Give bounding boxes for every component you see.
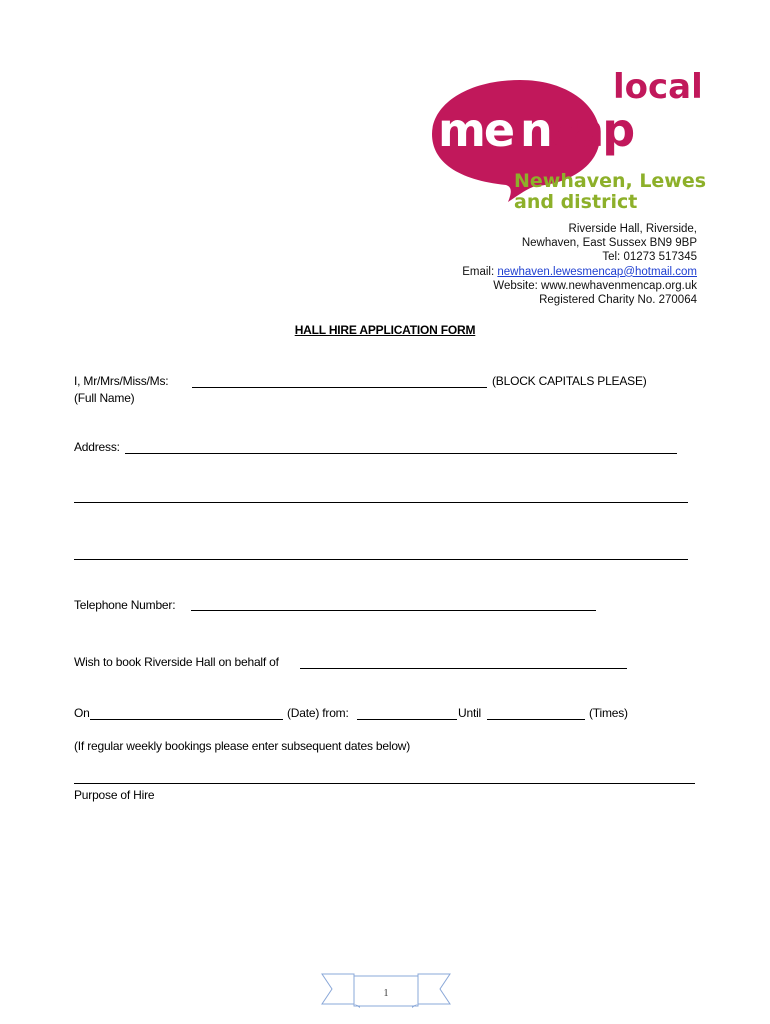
from-time-field[interactable] xyxy=(357,719,457,720)
behalf-field[interactable] xyxy=(300,668,627,669)
on-label: On xyxy=(74,706,90,720)
address-field-line1[interactable] xyxy=(125,453,677,454)
full-name-label: (Full Name) xyxy=(74,391,135,405)
form-title: HALL HIRE APPLICATION FORM xyxy=(294,323,476,337)
date-field[interactable] xyxy=(90,719,283,720)
page-number-ribbon xyxy=(320,970,452,1010)
logo-sub-line2: and district xyxy=(514,191,638,213)
purpose-label: Purpose of Hire xyxy=(74,788,155,802)
email-label: Email: xyxy=(462,265,498,278)
block-capitals-hint: (BLOCK CAPITALS PLEASE) xyxy=(492,374,647,388)
subsequent-dates-field[interactable] xyxy=(74,783,695,784)
name-label: I, Mr/Mrs/Miss/Ms: xyxy=(74,374,169,388)
logo-sub-line1: Newhaven, Lewes xyxy=(514,170,707,192)
charity-number: Registered Charity No. 270064 xyxy=(539,294,697,307)
page-number: 1 xyxy=(383,988,389,999)
address-field-line2[interactable] xyxy=(74,502,688,503)
regular-bookings-note: (If regular weekly bookings please enter subsequent dates below) xyxy=(74,739,411,753)
website: Website: www.newhavenmencap.org.uk xyxy=(493,279,697,292)
email-row xyxy=(462,265,697,279)
until-label: Until xyxy=(458,706,482,720)
telephone-label: Telephone Number: xyxy=(74,598,176,612)
telephone-field[interactable] xyxy=(191,610,596,611)
address-line2: Newhaven, East Sussex BN9 9BP xyxy=(521,237,697,250)
telephone: Tel: 01273 517345 xyxy=(602,251,697,264)
name-field[interactable] xyxy=(192,387,487,388)
times-label: (Times) xyxy=(589,706,628,720)
address-line1: Riverside Hall, Riverside, xyxy=(568,223,697,235)
contact-details xyxy=(462,222,697,307)
logo-mencap-me: me xyxy=(438,103,514,157)
logo-mencap-ncap: n xyxy=(520,103,551,157)
address-field-line3[interactable] xyxy=(74,559,688,560)
logo-local: local xyxy=(613,67,703,107)
date-from-label: (Date) from: xyxy=(287,706,349,720)
behalf-label: Wish to book Riverside Hall on behalf of xyxy=(74,655,279,669)
address-label: Address: xyxy=(74,440,120,454)
email-link[interactable]: newhaven.lewesmencap@hotmail.com xyxy=(497,265,697,278)
until-time-field[interactable] xyxy=(487,719,585,720)
local-mencap-logo xyxy=(428,66,708,216)
logo-mencap-cap: cap xyxy=(548,103,634,157)
